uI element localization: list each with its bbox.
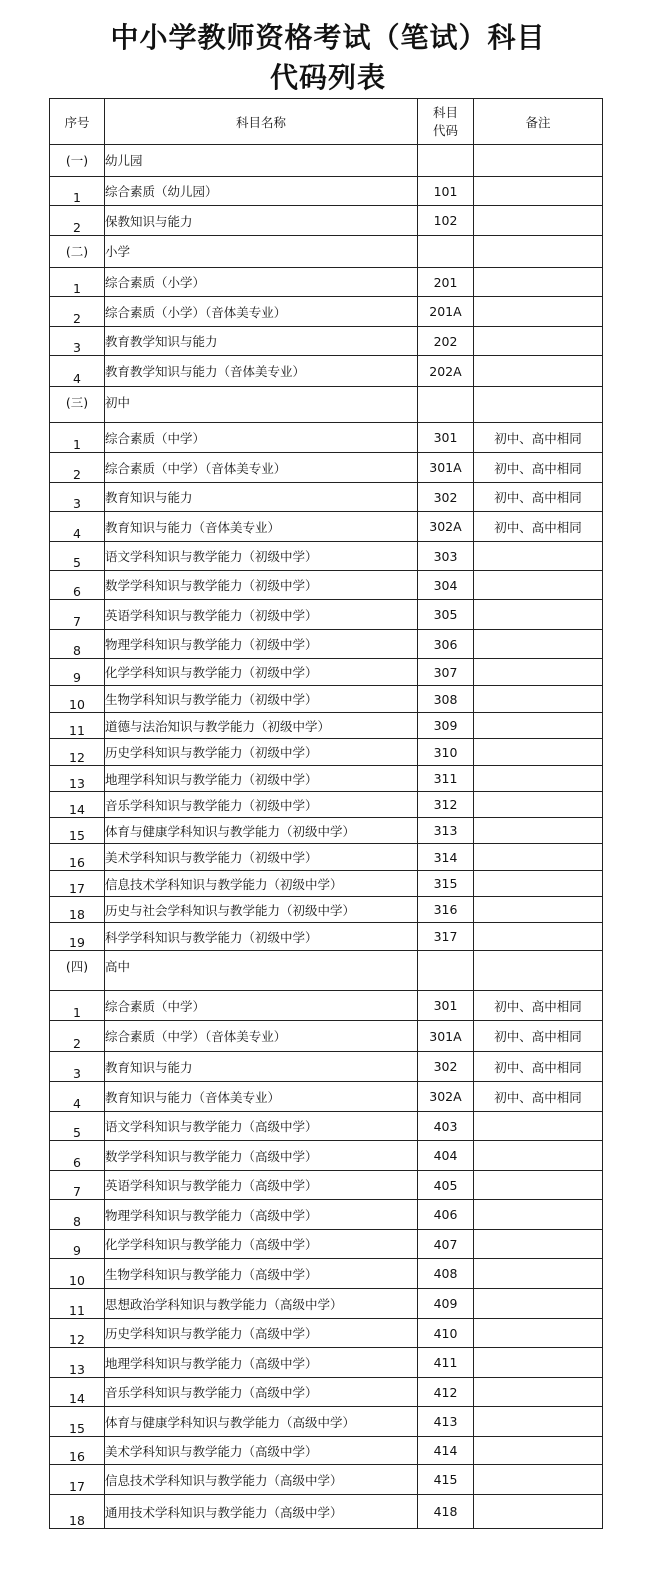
row-seq-cell: 13 [50, 1348, 105, 1378]
row-subject-name-cell: 音乐学科知识与教学能力（初级中学） [105, 792, 418, 818]
table-row [50, 686, 603, 713]
row-seq-cell: 18 [50, 897, 105, 923]
table-row [50, 818, 603, 844]
row-subject-name-cell: 语文学科知识与教学能力（高级中学） [105, 1112, 418, 1141]
row-seq-cell: (一) [50, 145, 105, 177]
table-row [50, 713, 603, 739]
row-seq-cell: (四) [50, 951, 105, 991]
table-row [50, 1495, 603, 1529]
row-subject-code-cell [418, 387, 474, 423]
row-note-cell [474, 1289, 603, 1319]
row-subject-code-cell: 310 [418, 739, 474, 766]
row-subject-code-cell: 413 [418, 1407, 474, 1437]
table-row [50, 268, 603, 297]
row-subject-name-cell: 英语学科知识与教学能力（高级中学） [105, 1171, 418, 1200]
table-row [50, 871, 603, 897]
row-subject-name-cell: 综合素质（中学） [105, 991, 418, 1021]
row-note-cell [474, 268, 603, 297]
row-subject-code-cell: 303 [418, 542, 474, 571]
row-seq-cell: 15 [50, 818, 105, 844]
row-subject-name-cell: 教育知识与能力（音体美专业） [105, 512, 418, 542]
row-subject-code-cell: 101 [418, 177, 474, 206]
row-subject-code-cell: 312 [418, 792, 474, 818]
row-seq-cell: 10 [50, 686, 105, 713]
row-seq-cell: 6 [50, 1141, 105, 1171]
row-seq-cell: 1 [50, 177, 105, 206]
row-subject-name-cell: 信息技术学科知识与教学能力（高级中学） [105, 1465, 418, 1495]
row-subject-code-cell: 202A [418, 356, 474, 387]
table-row [50, 297, 603, 327]
row-subject-code-cell: 306 [418, 630, 474, 659]
table-row [50, 571, 603, 600]
row-subject-name-cell: 物理学科知识与教学能力（初级中学） [105, 630, 418, 659]
row-note-cell [474, 1112, 603, 1141]
row-subject-code-cell: 201A [418, 297, 474, 327]
row-subject-name-cell: 历史与社会学科知识与教学能力（初级中学） [105, 897, 418, 923]
row-subject-name-cell: 幼儿园 [105, 145, 418, 177]
row-seq-cell: 15 [50, 1407, 105, 1437]
row-note-cell [474, 659, 603, 686]
row-note-cell [474, 1171, 603, 1200]
row-note-cell [474, 686, 603, 713]
row-subject-code-cell [418, 236, 474, 268]
row-subject-name-cell: 美术学科知识与教学能力（初级中学） [105, 844, 418, 871]
row-subject-code-cell: 316 [418, 897, 474, 923]
row-subject-name-cell: 通用技术学科知识与教学能力（高级中学） [105, 1495, 418, 1529]
table-row [50, 177, 603, 206]
row-subject-name-cell: 生物学科知识与教学能力（高级中学） [105, 1259, 418, 1289]
row-subject-name-cell: 数学学科知识与教学能力（初级中学） [105, 571, 418, 600]
row-subject-name-cell: 教育知识与能力（音体美专业） [105, 1082, 418, 1112]
row-note-cell [474, 1348, 603, 1378]
row-note-cell [474, 739, 603, 766]
header-code-line-1: 科目 [432, 104, 458, 120]
row-subject-name-cell: 美术学科知识与教学能力（高级中学） [105, 1437, 418, 1465]
row-subject-name-cell: 物理学科知识与教学能力（高级中学） [105, 1200, 418, 1230]
table-row [50, 453, 603, 483]
row-seq-cell: 19 [50, 923, 105, 951]
row-subject-name-cell: 小学 [105, 236, 418, 268]
section-row [50, 951, 603, 991]
table-row [50, 844, 603, 871]
row-seq-cell: 3 [50, 327, 105, 356]
row-subject-code-cell: 418 [418, 1495, 474, 1529]
row-subject-code-cell: 308 [418, 686, 474, 713]
row-note-cell: 初中、高中相同 [474, 1021, 603, 1052]
row-seq-cell: 18 [50, 1495, 105, 1529]
row-subject-code-cell [418, 951, 474, 991]
row-note-cell: 初中、高中相同 [474, 1052, 603, 1082]
row-subject-name-cell: 数学学科知识与教学能力（高级中学） [105, 1141, 418, 1171]
row-note-cell [474, 951, 603, 991]
row-subject-code-cell: 102 [418, 206, 474, 236]
row-note-cell [474, 1437, 603, 1465]
table-row [50, 206, 603, 236]
row-seq-cell: (三) [50, 387, 105, 423]
row-seq-cell: 5 [50, 542, 105, 571]
section-row [50, 236, 603, 268]
row-note-cell [474, 177, 603, 206]
table-row [50, 1465, 603, 1495]
table-row [50, 1082, 603, 1112]
row-subject-name-cell: 化学学科知识与教学能力（高级中学） [105, 1230, 418, 1259]
row-subject-name-cell: 信息技术学科知识与教学能力（初级中学） [105, 871, 418, 897]
row-note-cell [474, 1230, 603, 1259]
row-seq-cell: 1 [50, 268, 105, 297]
table-header-row [50, 99, 603, 145]
row-subject-name-cell: 综合素质（小学） [105, 268, 418, 297]
table-row [50, 1259, 603, 1289]
row-seq-cell: 14 [50, 792, 105, 818]
header-seq: 序号 [50, 99, 105, 145]
row-seq-cell: 2 [50, 453, 105, 483]
row-subject-name-cell: 综合素质（中学） [105, 423, 418, 453]
row-note-cell [474, 206, 603, 236]
row-note-cell [474, 897, 603, 923]
row-seq-cell: 9 [50, 659, 105, 686]
table-row [50, 600, 603, 630]
row-subject-code-cell: 201 [418, 268, 474, 297]
table-row [50, 1112, 603, 1141]
table-row [50, 1141, 603, 1171]
row-note-cell: 初中、高中相同 [474, 453, 603, 483]
table-row [50, 1348, 603, 1378]
row-seq-cell: 3 [50, 1052, 105, 1082]
table-row [50, 1437, 603, 1465]
row-subject-code-cell: 302 [418, 483, 474, 512]
table-row [50, 739, 603, 766]
row-subject-code-cell: 406 [418, 1200, 474, 1230]
row-subject-name-cell: 地理学科知识与教学能力（初级中学） [105, 766, 418, 792]
row-seq-cell: 10 [50, 1259, 105, 1289]
row-seq-cell: 9 [50, 1230, 105, 1259]
table-row [50, 1200, 603, 1230]
row-note-cell [474, 1407, 603, 1437]
row-seq-cell: 11 [50, 1289, 105, 1319]
table-row [50, 991, 603, 1021]
row-note-cell [474, 542, 603, 571]
row-subject-code-cell: 407 [418, 1230, 474, 1259]
table-row [50, 327, 603, 356]
row-subject-name-cell: 保教知识与能力 [105, 206, 418, 236]
table-row [50, 1171, 603, 1200]
row-note-cell [474, 1319, 603, 1348]
row-subject-name-cell: 教育知识与能力 [105, 483, 418, 512]
row-note-cell [474, 1495, 603, 1529]
row-subject-name-cell: 化学学科知识与教学能力（初级中学） [105, 659, 418, 686]
row-note-cell [474, 387, 603, 423]
row-subject-name-cell: 道德与法治知识与教学能力（初级中学） [105, 713, 418, 739]
row-seq-cell: 16 [50, 844, 105, 871]
row-subject-code-cell: 414 [418, 1437, 474, 1465]
row-seq-cell: 8 [50, 1200, 105, 1230]
table-row [50, 423, 603, 453]
row-subject-code-cell: 410 [418, 1319, 474, 1348]
row-subject-name-cell: 体育与健康学科知识与教学能力（初级中学） [105, 818, 418, 844]
table-row [50, 483, 603, 512]
row-note-cell: 初中、高中相同 [474, 1082, 603, 1112]
row-subject-code-cell: 409 [418, 1289, 474, 1319]
row-subject-code-cell: 305 [418, 600, 474, 630]
row-seq-cell: 4 [50, 1082, 105, 1112]
row-subject-code-cell: 314 [418, 844, 474, 871]
subject-code-table [49, 98, 603, 1529]
section-row [50, 387, 603, 423]
row-note-cell: 初中、高中相同 [474, 483, 603, 512]
table-row [50, 766, 603, 792]
row-subject-name-cell: 地理学科知识与教学能力（高级中学） [105, 1348, 418, 1378]
header-subject-code [418, 99, 474, 145]
row-subject-code-cell: 301A [418, 1021, 474, 1052]
section-row [50, 145, 603, 177]
row-note-cell [474, 145, 603, 177]
table-row [50, 1230, 603, 1259]
row-subject-name-cell: 教育知识与能力 [105, 1052, 418, 1082]
row-note-cell [474, 1465, 603, 1495]
row-note-cell [474, 923, 603, 951]
row-seq-cell: 12 [50, 1319, 105, 1348]
row-note-cell [474, 630, 603, 659]
table-row [50, 1021, 603, 1052]
table-row [50, 1407, 603, 1437]
row-subject-code-cell: 315 [418, 871, 474, 897]
row-subject-code-cell: 302 [418, 1052, 474, 1082]
row-subject-code-cell: 404 [418, 1141, 474, 1171]
row-subject-name-cell: 体育与健康学科知识与教学能力（高级中学） [105, 1407, 418, 1437]
row-subject-code-cell: 408 [418, 1259, 474, 1289]
row-note-cell [474, 844, 603, 871]
row-subject-name-cell: 科学学科知识与教学能力（初级中学） [105, 923, 418, 951]
row-seq-cell: 7 [50, 600, 105, 630]
row-seq-cell: 2 [50, 1021, 105, 1052]
row-note-cell [474, 1259, 603, 1289]
row-subject-code-cell: 415 [418, 1465, 474, 1495]
row-seq-cell: 4 [50, 356, 105, 387]
row-seq-cell: 17 [50, 1465, 105, 1495]
row-seq-cell: 13 [50, 766, 105, 792]
row-subject-name-cell: 综合素质（小学）（音体美专业） [105, 297, 418, 327]
row-note-cell [474, 356, 603, 387]
row-note-cell [474, 600, 603, 630]
row-seq-cell: 8 [50, 630, 105, 659]
row-seq-cell: 2 [50, 206, 105, 236]
row-seq-cell: 1 [50, 991, 105, 1021]
row-note-cell [474, 1200, 603, 1230]
row-note-cell [474, 236, 603, 268]
row-subject-code-cell: 202 [418, 327, 474, 356]
page-title-line-1: 中小学教师资格考试（笔试）科目 [110, 21, 546, 54]
row-subject-code-cell: 301 [418, 423, 474, 453]
row-subject-code-cell: 304 [418, 571, 474, 600]
row-note-cell [474, 297, 603, 327]
row-subject-code-cell: 301A [418, 453, 474, 483]
row-note-cell [474, 766, 603, 792]
row-seq-cell: 4 [50, 512, 105, 542]
row-subject-name-cell: 综合素质（幼儿园） [105, 177, 418, 206]
row-subject-code-cell: 301 [418, 991, 474, 1021]
row-subject-name-cell: 历史学科知识与教学能力（高级中学） [105, 1319, 418, 1348]
table-row [50, 792, 603, 818]
row-note-cell [474, 571, 603, 600]
row-subject-code-cell: 307 [418, 659, 474, 686]
row-subject-name-cell: 生物学科知识与教学能力（初级中学） [105, 686, 418, 713]
table-row [50, 923, 603, 951]
row-subject-name-cell: 教育教学知识与能力（音体美专业） [105, 356, 418, 387]
row-seq-cell: 6 [50, 571, 105, 600]
table-row [50, 1289, 603, 1319]
row-subject-code-cell: 317 [418, 923, 474, 951]
row-note-cell [474, 1378, 603, 1407]
table-row [50, 1378, 603, 1407]
row-subject-name-cell: 教育教学知识与能力 [105, 327, 418, 356]
row-seq-cell: 16 [50, 1437, 105, 1465]
row-subject-code-cell [418, 145, 474, 177]
table-row [50, 897, 603, 923]
row-note-cell: 初中、高中相同 [474, 991, 603, 1021]
row-note-cell [474, 713, 603, 739]
row-subject-code-cell: 411 [418, 1348, 474, 1378]
row-seq-cell: 1 [50, 423, 105, 453]
row-subject-code-cell: 302A [418, 1082, 474, 1112]
row-note-cell [474, 871, 603, 897]
row-subject-name-cell: 音乐学科知识与教学能力（高级中学） [105, 1378, 418, 1407]
page-title-line-2: 代码列表 [269, 61, 386, 94]
row-note-cell: 初中、高中相同 [474, 423, 603, 453]
row-subject-code-cell: 302A [418, 512, 474, 542]
table-row [50, 1319, 603, 1348]
row-seq-cell: 14 [50, 1378, 105, 1407]
table-row [50, 659, 603, 686]
row-seq-cell: 17 [50, 871, 105, 897]
row-note-cell [474, 818, 603, 844]
table-row [50, 542, 603, 571]
row-note-cell [474, 327, 603, 356]
row-subject-code-cell: 309 [418, 713, 474, 739]
row-subject-name-cell: 初中 [105, 387, 418, 423]
row-subject-name-cell: 历史学科知识与教学能力（初级中学） [105, 739, 418, 766]
row-subject-name-cell: 语文学科知识与教学能力（初级中学） [105, 542, 418, 571]
header-code-line-2: 代码 [432, 122, 458, 138]
table-row [50, 1052, 603, 1082]
table-row [50, 512, 603, 542]
row-seq-cell: 2 [50, 297, 105, 327]
table-row [50, 630, 603, 659]
row-seq-cell: (二) [50, 236, 105, 268]
table-body [50, 145, 603, 1529]
row-subject-code-cell: 405 [418, 1171, 474, 1200]
row-subject-name-cell: 思想政治学科知识与教学能力（高级中学） [105, 1289, 418, 1319]
row-note-cell [474, 792, 603, 818]
row-subject-code-cell: 311 [418, 766, 474, 792]
row-subject-code-cell: 403 [418, 1112, 474, 1141]
header-subject-name: 科目名称 [105, 99, 418, 145]
row-seq-cell: 5 [50, 1112, 105, 1141]
header-note: 备注 [474, 99, 603, 145]
row-subject-name-cell: 综合素质（中学）（音体美专业） [105, 1021, 418, 1052]
row-subject-name-cell: 综合素质（中学）（音体美专业） [105, 453, 418, 483]
row-subject-name-cell: 高中 [105, 951, 418, 991]
row-seq-cell: 11 [50, 713, 105, 739]
row-subject-code-cell: 313 [418, 818, 474, 844]
row-note-cell: 初中、高中相同 [474, 512, 603, 542]
row-seq-cell: 7 [50, 1171, 105, 1200]
table-row [50, 356, 603, 387]
row-seq-cell: 12 [50, 739, 105, 766]
row-note-cell [474, 1141, 603, 1171]
row-subject-code-cell: 412 [418, 1378, 474, 1407]
row-seq-cell: 3 [50, 483, 105, 512]
row-subject-name-cell: 英语学科知识与教学能力（初级中学） [105, 600, 418, 630]
